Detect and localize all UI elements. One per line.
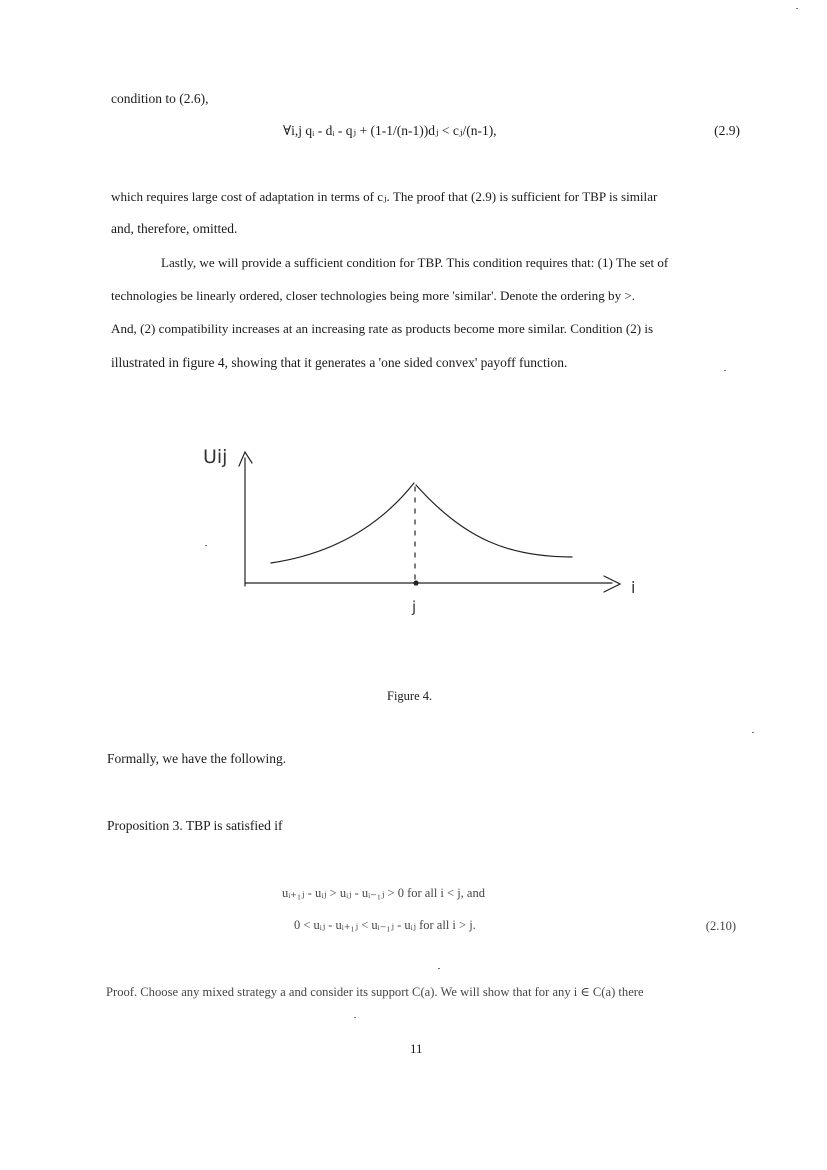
payoff-curve-left <box>271 483 414 563</box>
text-line-6: And, (2) compatibility increases at an increasing rate as products become more similar. Condition (2) is <box>111 321 654 336</box>
equation-2-9: ∀i,j qᵢ - dᵢ - qⱼ + (1-1/(n-1))dⱼ < cⱼ/(n-1), <box>283 123 497 138</box>
scan-speck <box>354 1017 356 1018</box>
text-line-5: technologies be linearly ordered, closer technologies being more 'similar'. Denote the ordering by >. <box>111 288 636 303</box>
equation-number-2-10: (2.10) <box>705 919 736 933</box>
payoff-curve-right <box>416 485 572 557</box>
scan-speck <box>438 968 440 969</box>
x-tick-label-j: j <box>412 598 417 616</box>
text-line-9: Proposition 3. TBP is satisfied if <box>107 818 283 833</box>
equation-2-10-line-1: uᵢ₊₁ⱼ - uᵢⱼ > uᵢⱼ - uᵢ₋₁ⱼ > 0 for all i < j, and <box>282 886 485 900</box>
x-axis-arrowhead <box>604 576 620 592</box>
text-line-1: condition to (2.6), <box>111 91 209 106</box>
x-axis-label: i <box>631 578 636 597</box>
text-line-2: which requires large cost of adaptation in terms of cⱼ. The proof that (2.9) is sufficient for TBP is similar <box>111 189 658 204</box>
equation-number-2-9: (2.9) <box>714 123 740 138</box>
text-line-10: Proof. Choose any mixed strategy a and consider its support C(a). We will show that for any i ∈ C(a) there <box>106 985 644 999</box>
scan-speck <box>796 8 798 9</box>
text-line-4: Lastly, we will provide a sufficient condition for TBP. This condition requires that: (1) The set of <box>161 255 669 270</box>
equation-2-10-line-2: 0 < uᵢⱼ - uᵢ₊₁ⱼ < uᵢ₋₁ⱼ - uᵢⱼ for all i > j. <box>294 918 476 932</box>
text-line-7: illustrated in figure 4, showing that it generates a 'one sided convex' payoff function. <box>111 355 568 370</box>
text-line-8: Formally, we have the following. <box>107 751 287 766</box>
text-line-3: and, therefore, omitted. <box>111 221 238 236</box>
scan-speck <box>752 732 754 733</box>
y-axis-label: Uij <box>203 446 228 468</box>
figure-caption: Figure 4. <box>387 689 433 703</box>
scan-speck <box>205 545 207 546</box>
point-at-j <box>413 580 418 585</box>
scan-speck <box>724 370 726 371</box>
page-number: 11 <box>410 1041 423 1056</box>
